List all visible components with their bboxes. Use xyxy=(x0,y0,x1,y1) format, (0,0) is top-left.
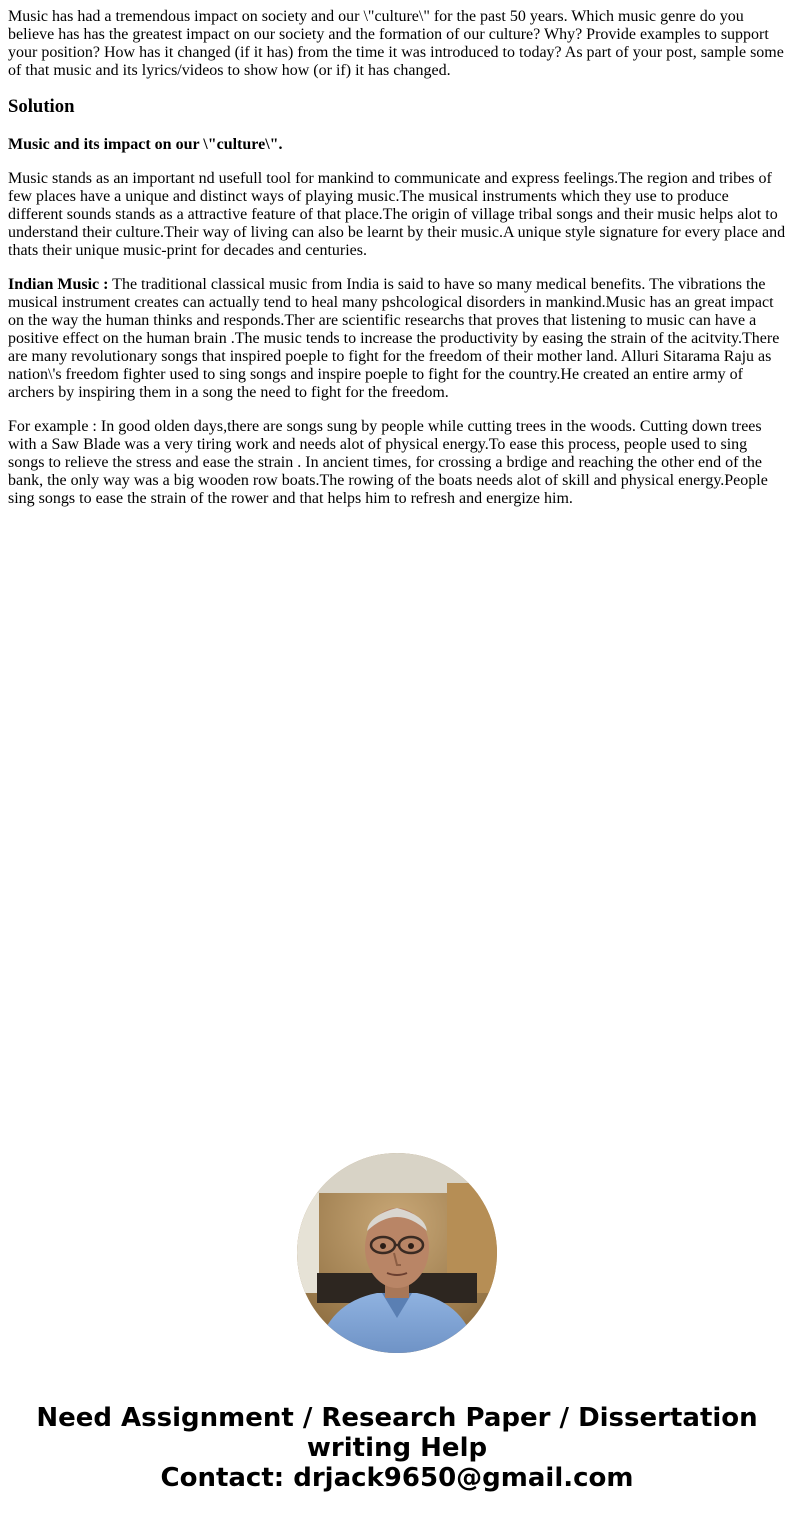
document-body xyxy=(8,8,786,524)
promo-line-2: writing Help xyxy=(306,1433,488,1463)
solution-paragraph-1: Music stands as an important nd usefull tool for mankind to communicate and express feelings.The region and tribes of few places have a unique and distinct ways of playing music.The musical instruments which they use to produce different sounds stands as a attractive feature of that place.The origin of village tribal songs and their music helps alot to understand their culture.Their way of living can also be learnt by their music.A unique style signature for every place and thats their unique music-print for decades and centuries. xyxy=(8,170,786,259)
indian-music-label: Indian Music : xyxy=(8,276,109,293)
promo-line-1: Need Assignment / Research Paper / Dissertation xyxy=(36,1403,758,1433)
solution-paragraph-2 xyxy=(8,276,786,402)
promo-contact: Contact: drjack9650@gmail.com xyxy=(160,1463,634,1493)
promo-banner xyxy=(0,1403,794,1493)
solution-subheading: Music and its impact on our \"culture\". xyxy=(8,136,283,153)
author-portrait-image xyxy=(297,1153,497,1353)
author-avatar xyxy=(297,1153,497,1353)
solution-paragraph-3: For example : In good olden days,there are songs sung by people while cutting trees in the woods. Cutting down trees with a Saw Blade was a very tiring work and needs alot of physical energy.To ease this process, people used to sing songs to relieve the stress and ease the strain . In ancient times, for crossing a brdige and reaching the other end of the bank, the only way was a big wooden row boats.The rowing of the boats needs alot of skill and physical energy.People sing songs to ease the strain of the rower and that helps him to refresh and energize him. xyxy=(8,418,768,507)
solution-heading: Solution xyxy=(8,96,75,117)
indian-music-text: The traditional classical music from India is said to have so many medical benefits. The vibrations the musical instrument creates can actually tend to heal many pshcological disorders in mankind.Music has an great impact on the way the human thinks and responds.Ther are scientific researchs that proves that listening to music can have a positive effect on the human brain .The music tends to increase the productivity by easing the strain of the acitvity.There are many revolutionary songs that inspired poeple to fight for the freedom of their mother land. Alluri Sitarama Raju as nation\'s freedom fighter used to sing songs and inspire poeple to fight for the country.He created an entire army of archers by inspiring them in a song the need to fight for the freedom. xyxy=(8,276,780,401)
question-text: Music has had a tremendous impact on society and our \"culture\" for the past 50 years. Which music genre do you believe has has the greatest impact on our society and the formation of our culture? Why? Provide examples to support your position? How has it changed (if it has) from the time it was introduced to today? As part of your post, sample some of that music and its lyrics/videos to show how (or if) it has changed. xyxy=(8,8,784,79)
